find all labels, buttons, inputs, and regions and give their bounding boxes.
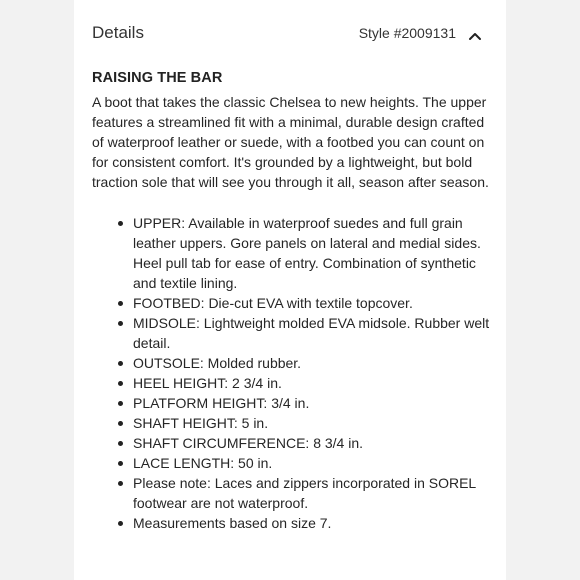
spec-item — [116, 213, 492, 293]
spec-list — [92, 213, 492, 533]
spec-text: FOOTBED: Die-cut EVA with textile topcover. — [133, 295, 413, 311]
chevron-up-icon[interactable] — [468, 28, 482, 38]
details-header[interactable] — [92, 20, 482, 46]
spec-text: PLATFORM HEIGHT: 3/4 in. — [133, 395, 310, 411]
spec-text: LACE LENGTH: 50 in. — [133, 455, 273, 471]
bullet-icon — [118, 461, 123, 466]
bullet-icon — [118, 481, 123, 486]
collapse-toggle[interactable] — [359, 25, 482, 41]
spec-text: UPPER: Available in waterproof suedes and full grain leather uppers. Gore panels on lateral and medial sides. Heel pull tab for ease of entry. Combination of synthetic and textile lining. — [133, 215, 481, 291]
bullet-icon — [118, 401, 123, 406]
spec-item — [116, 313, 492, 353]
details-content — [92, 70, 492, 533]
spec-item — [116, 513, 492, 533]
product-description: A boot that takes the classic Chelsea to new heights. The upper features a streamlined fit with a minimal, durable design crafted of waterproof leather or suede, with a footbed you can count on for consistent comfort. It's grounded by a lightweight, but bold traction sole that will see you through it all, season after season. — [92, 94, 489, 190]
spec-item — [116, 393, 492, 413]
spec-item — [116, 413, 492, 433]
spec-text: SHAFT HEIGHT: 5 in. — [133, 415, 269, 431]
spec-item — [116, 293, 492, 313]
bullet-icon — [118, 361, 123, 366]
spec-text: Please note: Laces and zippers incorporated in SOREL footwear are not waterproof. — [133, 475, 476, 511]
bullet-icon — [118, 421, 123, 426]
spec-item — [116, 433, 492, 453]
bullet-icon — [118, 441, 123, 446]
spec-item — [116, 453, 492, 473]
spec-text: Measurements based on size 7. — [133, 515, 332, 531]
spec-item — [116, 353, 492, 373]
details-title: Details — [92, 23, 144, 42]
spec-item — [116, 473, 492, 513]
spec-text: MIDSOLE: Lightweight molded EVA midsole. Rubber welt detail. — [133, 315, 490, 351]
style-number: Style #2009131 — [358, 25, 456, 41]
bullet-icon — [118, 321, 123, 326]
spec-text: SHAFT CIRCUMFERENCE: 8 3/4 in. — [133, 435, 364, 451]
bullet-icon — [118, 521, 123, 526]
details-panel — [74, 0, 506, 580]
spec-item — [116, 373, 492, 393]
bullet-icon — [118, 221, 123, 226]
bullet-icon — [118, 381, 123, 386]
spec-text: OUTSOLE: Molded rubber. — [133, 355, 302, 371]
spec-text: HEEL HEIGHT: 2 3/4 in. — [133, 375, 282, 391]
section-title: RAISING THE BAR — [92, 70, 223, 86]
bullet-icon — [118, 301, 123, 306]
